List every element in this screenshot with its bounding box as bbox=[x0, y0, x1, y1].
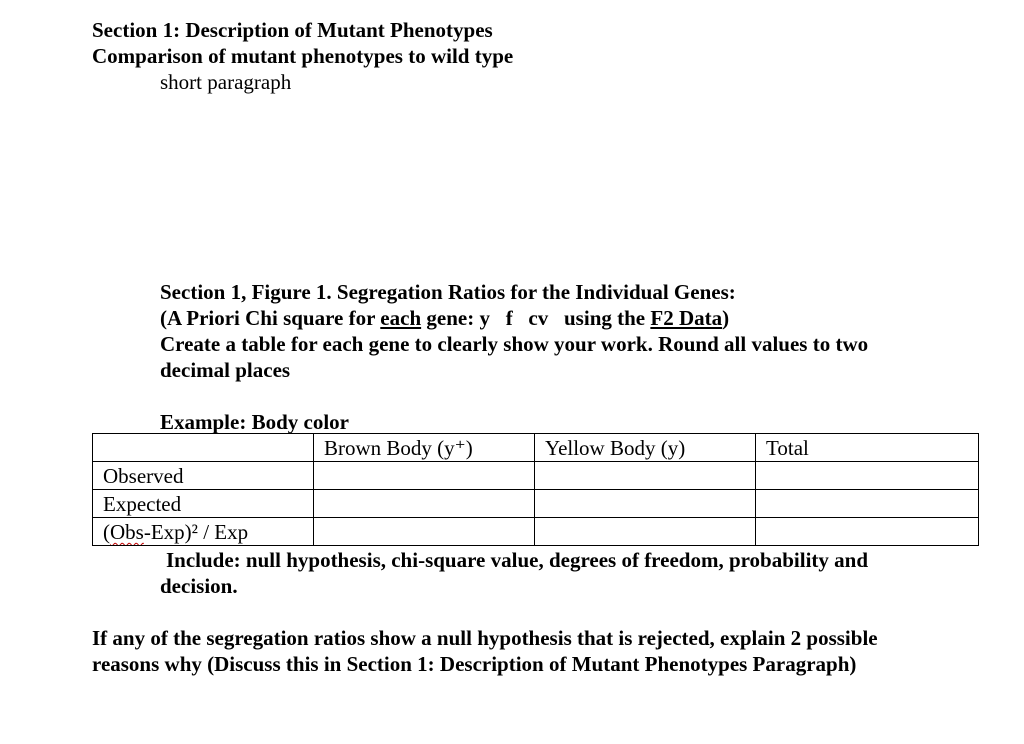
header-brown-body: Brown Body (y⁺) bbox=[314, 434, 535, 462]
each-underlined: each bbox=[380, 306, 422, 330]
table-cell[interactable] bbox=[535, 490, 756, 518]
figure-title: Section 1, Figure 1. Segregation Ratios for the Individual Genes: bbox=[160, 280, 736, 304]
table-cell[interactable] bbox=[756, 462, 979, 490]
table-row bbox=[93, 518, 979, 546]
label-part-a: ( bbox=[103, 520, 110, 544]
table-cell[interactable] bbox=[314, 518, 535, 546]
closing-line-1: If any of the segregation ratios show a null hypothesis that is rejected, explain 2 possible bbox=[92, 626, 878, 650]
include-line-1: Include: null hypothesis, chi-square value, degrees of freedom, probability and bbox=[166, 548, 869, 572]
include-line-2: decision. bbox=[160, 574, 238, 598]
section-subtitle: Comparison of mutant phenotypes to wild type bbox=[92, 44, 514, 68]
short-paragraph-note: short paragraph bbox=[160, 70, 292, 94]
table-cell[interactable] bbox=[314, 490, 535, 518]
example-label: Example: Body color bbox=[160, 410, 349, 434]
header-cell-empty bbox=[93, 434, 314, 462]
f2-data-underlined: F2 Data bbox=[650, 306, 723, 330]
table-header-row bbox=[93, 434, 979, 462]
obs-spellcheck-underline: Obs bbox=[110, 520, 144, 544]
table-cell[interactable] bbox=[756, 518, 979, 546]
closing-line-2: reasons why (Discuss this in Section 1: Description of Mutant Phenotypes Paragraph) bbox=[92, 652, 857, 676]
table-row bbox=[93, 462, 979, 490]
chi-square-table bbox=[92, 433, 979, 546]
chi-line-part-b: gene: y f cv using the bbox=[421, 306, 651, 330]
figure-chi-square-line bbox=[160, 305, 729, 331]
table-cell[interactable] bbox=[535, 462, 756, 490]
header-yellow-body: Yellow Body (y) bbox=[535, 434, 756, 462]
header-total: Total bbox=[756, 434, 979, 462]
table-cell[interactable] bbox=[756, 490, 979, 518]
chi-line-part-a: (A Priori Chi square for bbox=[160, 306, 381, 330]
chi-line-part-c: ) bbox=[722, 306, 730, 330]
label-part-b: -Exp)² / Exp bbox=[143, 520, 249, 544]
table-cell[interactable] bbox=[314, 462, 535, 490]
section-title: Section 1: Description of Mutant Phenotypes bbox=[92, 18, 493, 42]
instruction-line-2: decimal places bbox=[160, 358, 291, 382]
row-label-observed: Observed bbox=[93, 462, 314, 490]
table-row bbox=[93, 490, 979, 518]
instruction-line-1: Create a table for each gene to clearly show your work. Round all values to two bbox=[160, 332, 869, 356]
row-label-expected: Expected bbox=[93, 490, 314, 518]
row-label-chi-component bbox=[93, 518, 314, 546]
table-cell[interactable] bbox=[535, 518, 756, 546]
